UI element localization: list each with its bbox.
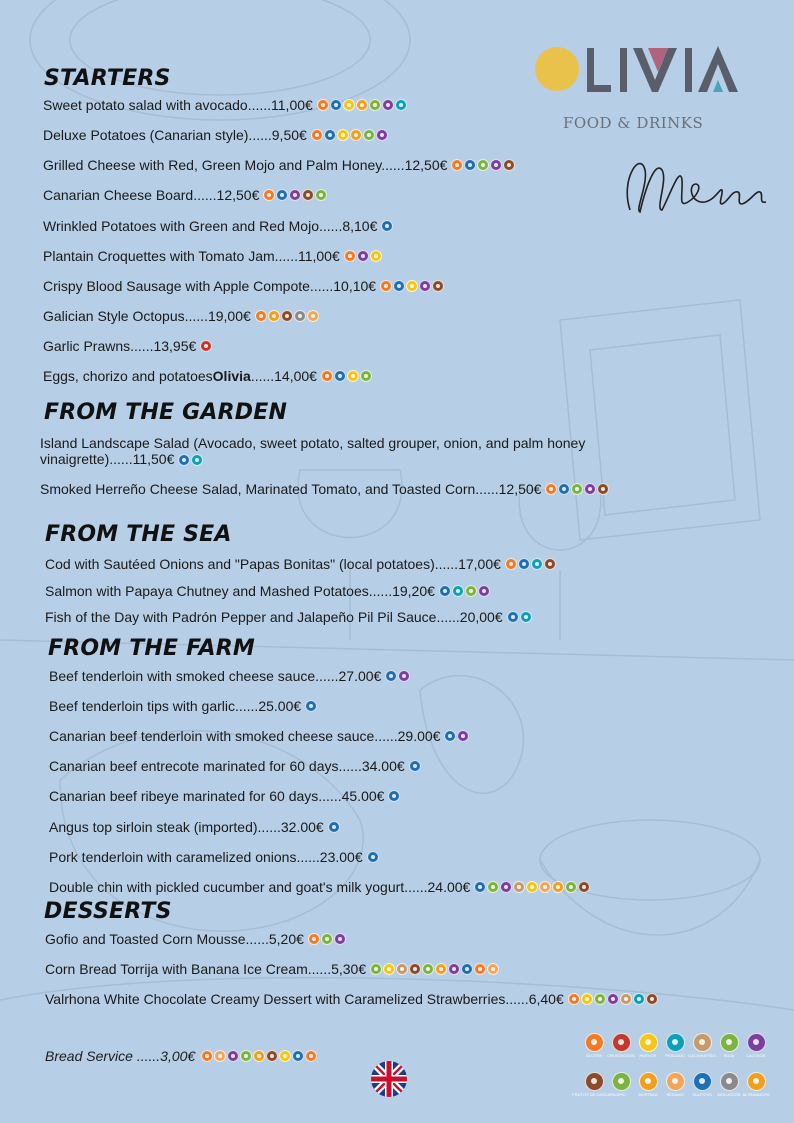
allergen-green-icon [315, 189, 327, 201]
legend-label: FRUTOS DE CASCARA [572, 1092, 616, 1097]
menu-item-text: Salmon with Papaya Chutney and Mashed Potatoes......19,20€ [45, 583, 435, 599]
allergen-purple-icon [448, 963, 460, 975]
allergen-yellow-icon [406, 280, 418, 292]
allergen-blue-icon [178, 454, 190, 466]
allergen-blue-icon [292, 1050, 304, 1062]
legend-label: ALTRAMUCES [742, 1092, 770, 1097]
allergen-purple-icon [457, 730, 469, 742]
allergen-green-icon [422, 963, 434, 975]
allergen-yellow-icon [639, 1033, 658, 1052]
menu-item-text: Grilled Cheese with Red, Green Mojo and Palm Honey......12,50€ [43, 157, 448, 173]
allergen-green-icon [571, 483, 583, 495]
menu-item [43, 308, 319, 324]
allergen-orange-icon [344, 250, 356, 262]
allergen-icons [385, 670, 410, 682]
allergen-purple-icon [607, 993, 619, 1005]
allergen-blue-icon [305, 700, 317, 712]
menu-item [49, 849, 379, 865]
allergen-green-icon [720, 1033, 739, 1052]
menu-item [40, 481, 609, 497]
allergen-legend [572, 1033, 774, 1111]
allergen-amber-icon [350, 129, 362, 141]
menu-item [43, 218, 393, 234]
allergen-red-icon [200, 340, 212, 352]
menu-item-text: Galician Style Octopus......19,00€ [43, 308, 251, 324]
allergen-blue-icon [328, 821, 340, 833]
allergen-icons [568, 993, 658, 1005]
allergen-blue-icon [558, 483, 570, 495]
allergen-orange-icon [305, 1050, 317, 1062]
allergen-brown-icon [503, 159, 515, 171]
allergen-icons [255, 310, 319, 322]
allergen-tan-icon [513, 881, 525, 893]
allergen-blue-icon [693, 1072, 712, 1091]
allergen-blue-icon [276, 189, 288, 201]
menu-item [49, 698, 317, 714]
allergen-orange-icon [585, 1033, 604, 1052]
allergen-purple-icon [376, 129, 388, 141]
allergen-blue-icon [444, 730, 456, 742]
allergen-orange-icon [317, 99, 329, 111]
menu-script-text [610, 140, 613, 141]
menu-item-text: Smoked Herreño Cheese Salad, Marinated Tomato, and Toasted Corn......12,50€ [40, 481, 542, 497]
allergen-blue-icon [474, 881, 486, 893]
allergen-icons [505, 558, 556, 570]
legend-item [638, 1072, 658, 1097]
allergen-yellow-icon [337, 129, 349, 141]
allergen-teal-icon [531, 558, 543, 570]
menu-item-text: Cod with Sautéed Onions and "Papas Bonitas" (local potatoes)......17,00€ [45, 556, 501, 572]
allergen-blue-icon [388, 790, 400, 802]
allergen-blue-icon [518, 558, 530, 570]
allergen-icons [409, 760, 421, 772]
menu-item-text: Plantain Croquettes with Tomato Jam......11,00€ [43, 248, 340, 264]
allergen-tan-icon [620, 993, 632, 1005]
allergen-blue-icon [367, 851, 379, 863]
allergen-orange-icon [568, 993, 580, 1005]
allergen-teal-icon [666, 1033, 685, 1052]
allergen-purple-icon [289, 189, 301, 201]
allergen-purple-icon [747, 1033, 766, 1052]
legend-item [746, 1033, 766, 1058]
uk-flag-icon[interactable] [371, 1061, 407, 1097]
legend-label: PESCADO [665, 1053, 685, 1058]
allergen-green-icon [321, 933, 333, 945]
allergen-teal-icon [633, 993, 645, 1005]
allergen-brown-icon [585, 1072, 604, 1091]
menu-item-text: Eggs, chorizo and potatoes [43, 368, 213, 384]
allergen-orange-icon [321, 370, 333, 382]
menu-item [43, 97, 407, 113]
menu-item-text: Gofio and Toasted Corn Mousse......5,20€ [45, 931, 304, 947]
allergen-purple-icon [382, 99, 394, 111]
section-title: FROM THE SEA [45, 522, 232, 547]
allergen-amber-icon [253, 1050, 265, 1062]
allergen-amber-icon [639, 1072, 658, 1091]
allergen-peach-icon [487, 963, 499, 975]
menu-item [49, 819, 340, 835]
allergen-green-icon [612, 1072, 631, 1091]
menu-item [43, 278, 444, 294]
section-title: DESSERTS [44, 899, 172, 924]
allergen-orange-icon [201, 1050, 213, 1062]
menu-item-price: ......14,00€ [250, 368, 317, 384]
menu-item-text: Valrhona White Chocolate Creamy Dessert with Caramelized Strawberries......6,40€ [45, 991, 564, 1007]
legend-row [572, 1072, 774, 1097]
allergen-green-icon [370, 963, 382, 975]
allergen-yellow-icon [370, 250, 382, 262]
allergen-yellow-icon [347, 370, 359, 382]
allergen-amber-icon [356, 99, 368, 111]
allergen-brown-icon [409, 963, 421, 975]
allergen-brown-icon [266, 1050, 278, 1062]
section-title: STARTERS [44, 66, 171, 91]
allergen-amber-icon [268, 310, 280, 322]
allergen-icons [263, 189, 327, 201]
allergen-green-icon [565, 881, 577, 893]
allergen-brown-icon [302, 189, 314, 201]
allergen-green-icon [487, 881, 499, 893]
menu-item-text: Double chin with pickled cucumber and goat's milk yogurt......24.00€ [49, 879, 471, 895]
menu-item [43, 127, 388, 143]
allergen-blue-icon [461, 963, 473, 975]
menu-item-text: Deluxe Potatoes (Canarian style)......9,50€ [43, 127, 307, 143]
allergen-blue-icon [439, 585, 451, 597]
allergen-green-icon [465, 585, 477, 597]
menu-item-text: Beef tenderloin tips with garlic......25.00€ [49, 698, 302, 714]
allergen-purple-icon [584, 483, 596, 495]
allergen-blue-icon [324, 129, 336, 141]
allergen-blue-icon [334, 370, 346, 382]
menu-item [43, 187, 327, 203]
allergen-orange-icon [505, 558, 517, 570]
allergen-icons [380, 280, 444, 292]
allergen-teal-icon [452, 585, 464, 597]
allergen-peach-icon [307, 310, 319, 322]
allergen-tan-icon [396, 963, 408, 975]
menu-item [49, 758, 421, 774]
allergen-icons [370, 963, 499, 975]
brand-logo [530, 42, 745, 107]
menu-item [43, 338, 212, 354]
menu-item [45, 609, 532, 625]
allergen-green-icon [360, 370, 372, 382]
allergen-grey-icon [720, 1072, 739, 1091]
menu-script-title [610, 140, 780, 235]
allergen-yellow-icon [526, 881, 538, 893]
menu-item-text: Sweet potato salad with avocado......11,00€ [43, 97, 313, 113]
allergen-icons [311, 129, 388, 141]
allergen-icons [474, 881, 590, 893]
allergen-purple-icon [334, 933, 346, 945]
menu-item [43, 248, 382, 264]
allergen-blue-icon [330, 99, 342, 111]
legend-label: SOJA [723, 1053, 735, 1058]
allergen-orange-icon [380, 280, 392, 292]
menu-item-text: Fish of the Day with Padrón Pepper and Jalapeño Pil Pil Sauce......20,00€ [45, 609, 503, 625]
allergen-icons [367, 851, 379, 863]
bread-service-text: Bread Service ......3,00€ [45, 1048, 196, 1064]
allergen-icons [305, 700, 317, 712]
legend-label: CACAHUETES [688, 1053, 716, 1058]
menu-item [45, 931, 346, 947]
allergen-icons [344, 250, 382, 262]
legend-label: MOLUSCOS [717, 1092, 741, 1097]
legend-item [719, 1033, 739, 1058]
legend-item [638, 1033, 658, 1058]
menu-item-text: Beef tenderloin with smoked cheese sauce......27.00€ [49, 668, 382, 684]
section-title: FROM THE GARDEN [44, 400, 288, 425]
allergen-blue-icon [409, 760, 421, 772]
menu-item-text: Canarian beef ribeye marinated for 60 days......45.00€ [49, 788, 385, 804]
allergen-brown-icon [432, 280, 444, 292]
menu-item-text: Crispy Blood Sausage with Apple Compote......10,10€ [43, 278, 377, 294]
allergen-peach-icon [539, 881, 551, 893]
menu-item-text: Corn Bread Torrija with Banana Ice Cream......5,30€ [45, 961, 367, 977]
menu-item-text: Canarian beef tenderloin with smoked cheese sauce......29.00€ [49, 728, 441, 744]
allergen-peach-icon [214, 1050, 226, 1062]
menu-item [40, 435, 680, 467]
menu-item-text: Garlic Prawns......13,95€ [43, 338, 197, 354]
allergen-purple-icon [398, 670, 410, 682]
allergen-icons [451, 159, 515, 171]
legend-label: CRUSTACEOS [607, 1053, 635, 1058]
allergen-orange-icon [474, 963, 486, 975]
legend-item [692, 1072, 712, 1097]
legend-row [584, 1033, 774, 1058]
allergen-amber-icon [747, 1072, 766, 1091]
menu-item [43, 157, 515, 173]
legend-label: LACTEOS [746, 1053, 766, 1058]
menu-item-text: Canarian Cheese Board......12,50€ [43, 187, 260, 203]
allergen-orange-icon [451, 159, 463, 171]
allergen-tan-icon [693, 1033, 712, 1052]
menu-item [49, 728, 469, 744]
allergen-purple-icon [419, 280, 431, 292]
brand-tagline: FOOD & DRINKS [563, 114, 704, 132]
legend-item [665, 1072, 685, 1097]
allergen-yellow-icon [581, 993, 593, 1005]
allergen-green-icon [477, 159, 489, 171]
allergen-orange-icon [308, 933, 320, 945]
allergen-purple-icon [478, 585, 490, 597]
allergen-icons [545, 483, 609, 495]
allergen-purple-icon [490, 159, 502, 171]
allergen-icons [308, 933, 346, 945]
bread-service [45, 1048, 317, 1064]
allergen-blue-icon [385, 670, 397, 682]
legend-label: SULFITOS [692, 1092, 712, 1097]
allergen-amber-icon [552, 881, 564, 893]
allergen-icons [439, 585, 490, 597]
allergen-yellow-icon [279, 1050, 291, 1062]
allergen-brown-icon [544, 558, 556, 570]
legend-label: MOSTAZA [638, 1092, 658, 1097]
menu-item [45, 583, 490, 599]
allergen-brown-icon [646, 993, 658, 1005]
legend-item [584, 1033, 604, 1058]
allergen-green-icon [240, 1050, 252, 1062]
legend-item [688, 1033, 716, 1058]
allergen-icons [328, 821, 340, 833]
menu-item [49, 879, 590, 895]
legend-item [572, 1072, 616, 1097]
allergen-icons [317, 99, 407, 111]
allergen-brown-icon [281, 310, 293, 322]
allergen-blue-icon [464, 159, 476, 171]
menu-item [49, 788, 400, 804]
allergen-icons [444, 730, 469, 742]
allergen-green-icon [369, 99, 381, 111]
allergen-teal-icon [395, 99, 407, 111]
menu-item-text: Canarian beef entrecote marinated for 60 days......34.00€ [49, 758, 405, 774]
menu-item [45, 961, 499, 977]
allergen-grey-icon [294, 310, 306, 322]
allergen-brown-icon [597, 483, 609, 495]
allergen-purple-icon [500, 881, 512, 893]
menu-item-text: Wrinkled Potatoes with Green and Red Mojo......8,10€ [43, 218, 378, 234]
allergen-icons [201, 1050, 317, 1062]
section-title: FROM THE FARM [48, 636, 255, 661]
legend-label: SESAMO [666, 1092, 684, 1097]
menu-item [45, 556, 556, 572]
allergen-blue-icon [381, 220, 393, 232]
allergen-icons [178, 454, 203, 466]
allergen-red-icon [612, 1033, 631, 1052]
allergen-yellow-icon [343, 99, 355, 111]
allergen-blue-icon [507, 611, 519, 623]
legend-label: HUEVOS [639, 1053, 657, 1058]
allergen-purple-icon [227, 1050, 239, 1062]
allergen-orange-icon [545, 483, 557, 495]
allergen-icons [381, 220, 393, 232]
legend-label: APIO [616, 1092, 626, 1097]
allergen-peach-icon [666, 1072, 685, 1091]
legend-label: GLUTEN [585, 1053, 603, 1058]
allergen-blue-icon [393, 280, 405, 292]
allergen-teal-icon [191, 454, 203, 466]
menu-item-bold-text: Olivia [212, 368, 251, 384]
allergen-amber-icon [435, 963, 447, 975]
allergen-green-icon [363, 129, 375, 141]
menu-item-text: Island Landscape Salad (Avocado, sweet potato, salted grouper, onion, and palm honey vinaigrette)......11,50€ [40, 435, 586, 467]
allergen-purple-icon [357, 250, 369, 262]
legend-item [611, 1072, 631, 1097]
legend-item [607, 1033, 635, 1058]
allergen-orange-icon [263, 189, 275, 201]
allergen-icons [200, 340, 212, 352]
menu-item-text: Pork tenderloin with caramelized onions......23.00€ [49, 849, 363, 865]
menu-item [43, 368, 372, 384]
legend-item [742, 1072, 770, 1097]
menu-item [45, 991, 658, 1007]
olivia-logo-mark [530, 42, 745, 102]
menu-item-text: Angus top sirloin steak (imported)......32.00€ [49, 819, 324, 835]
allergen-teal-icon [520, 611, 532, 623]
legend-item [665, 1033, 685, 1058]
allergen-orange-icon [311, 129, 323, 141]
legend-item [719, 1072, 739, 1097]
allergen-yellow-icon [383, 963, 395, 975]
allergen-icons [507, 611, 532, 623]
allergen-orange-icon [255, 310, 267, 322]
allergen-green-icon [594, 993, 606, 1005]
menu-item [49, 668, 410, 684]
allergen-brown-icon [578, 881, 590, 893]
allergen-icons [388, 790, 400, 802]
brand-name [530, 42, 533, 43]
allergen-icons [321, 370, 372, 382]
